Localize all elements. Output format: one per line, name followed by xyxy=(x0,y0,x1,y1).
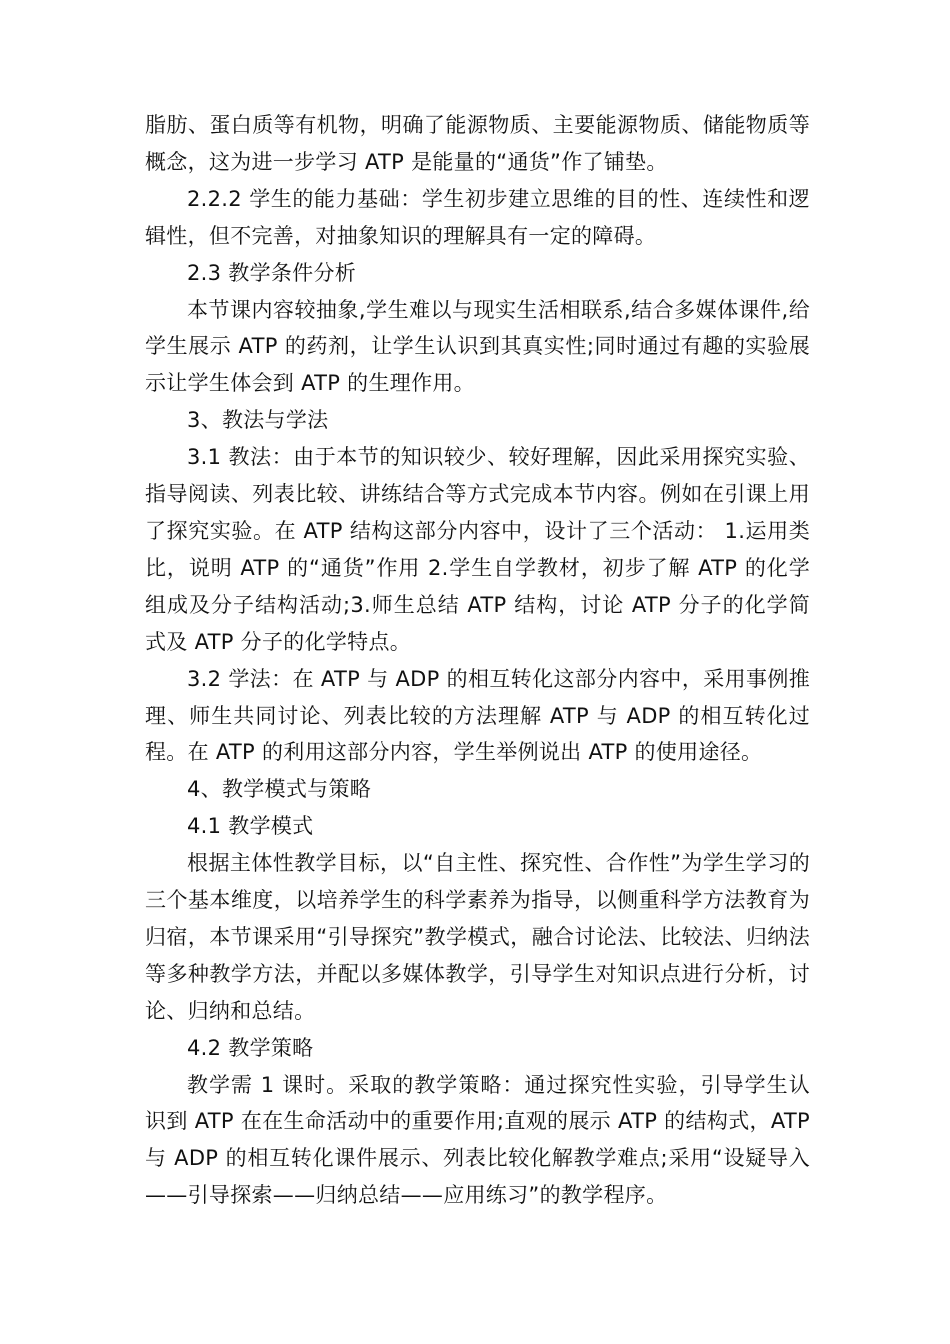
paragraph-ability-basis: 2.2.2 学生的能力基础：学生初步建立思维的目的性、连续性和逻辑性，但不完善，对抽象知识的理解具有一定的障碍。 xyxy=(145,186,810,248)
document-body xyxy=(145,107,810,1214)
heading-methods: 3、教法与学法 xyxy=(187,408,329,433)
heading-teaching-strategy: 4.2 教学策略 xyxy=(187,1035,314,1060)
paragraph-teaching-conditions: 本节课内容较抽象,学生难以与现实生活相联系,结合多媒体课件,给学生展示 ATP 的药剂，让学生认识到其真实性;同时通过有趣的实验展示让学生体会到 ATP 的生理作用。 xyxy=(145,297,810,396)
heading-teaching-conditions: 2.3 教学条件分析 xyxy=(187,260,357,285)
paragraph-learning-method: 3.2 学法：在 ATP 与 ADP 的相互转化这部分内容中，采用事例推理、师生共同讨论、列表比较的方法理解 ATP 与 ADP 的相互转化过程。在 ATP 的利用这部分内容，学生举例说出 ATP 的使用途径。 xyxy=(145,666,810,765)
heading-mode-strategy: 4、教学模式与策略 xyxy=(187,777,372,802)
paragraph-teaching-method: 3.1 教法：由于本节的知识较少、较好理解，因此采用探究实验、指导阅读、列表比较、讲练结合等方式完成本节内容。例如在引课上用了探究实验。在 ATP 结构这部分内容中，设计了三个活动： 1.运用类比，说明 ATP 的“通货”作用 2.学生自学教材，初步了解 ATP 的化学组成及分子结构活动;3.师生总结 ATP 结构，讨论 ATP 分子的化学简式及 ATP 分子的化学特点。 xyxy=(145,445,810,654)
paragraph-continuation: 脂肪、蛋白质等有机物，明确了能源物质、主要能源物质、储能物质等概念，这为进一步学习 ATP 是能量的“通货”作了铺垫。 xyxy=(145,113,810,174)
heading-teaching-mode: 4.1 教学模式 xyxy=(187,814,314,839)
paragraph-teaching-strategy: 教学需 1 课时。采取的教学策略：通过探究性实验，引导学生认识到 ATP 在在生命活动中的重要作用;直观的展示 ATP 的结构式，ATP 与 ADP 的相互转化课件展示、列表比较化解教学难点;采用“设疑导入——引导探索——归纳总结——应用练习”的教学程序。 xyxy=(145,1072,810,1208)
paragraph-teaching-mode: 根据主体性教学目标，以“自主性、探究性、合作性”为学生学习的三个基本维度，以培养学生的科学素养为指导，以侧重科学方法教育为归宿，本节课采用“引导探究”教学模式，融合讨论法、比较法、归纳法等多种教学方法，并配以多媒体教学，引导学生对知识点进行分析，讨论、归纳和总结。 xyxy=(145,851,810,1023)
